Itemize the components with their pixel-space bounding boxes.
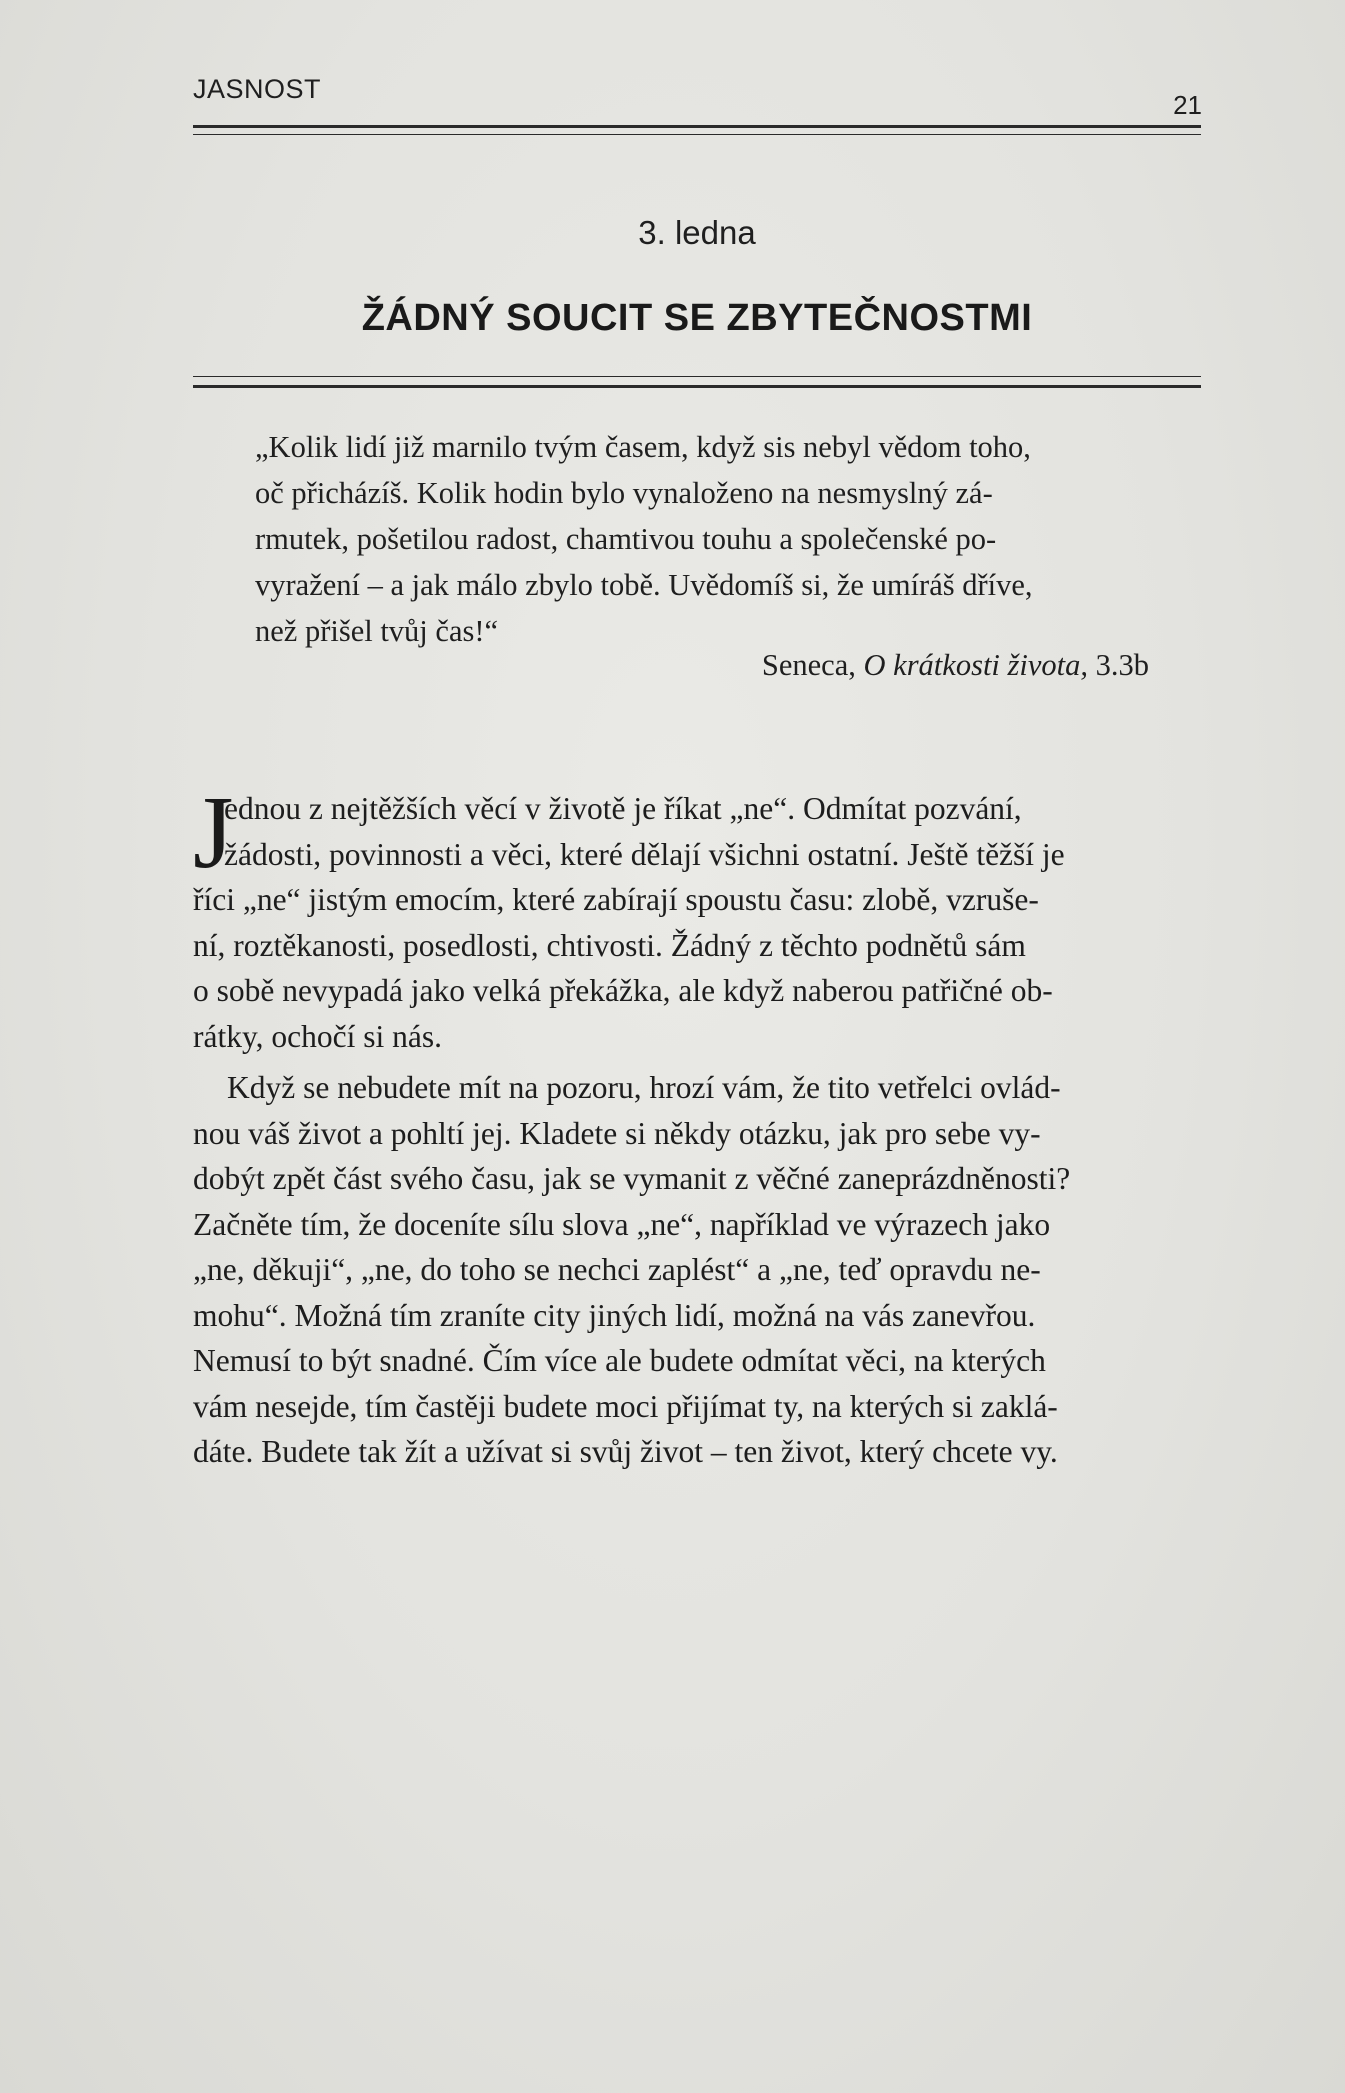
body-line: vám nesejde, tím častěji budete moci přijímat ty, na kterých si zaklá-	[193, 1388, 1058, 1424]
header-rule-thin	[193, 134, 1201, 135]
epigraph-line: „Kolik lidí již marnilo tvým časem, když sis nebyl vědom toho,	[255, 430, 1031, 464]
page-number: 21	[1173, 90, 1202, 120]
body-line: rátky, ochočí si nás.	[193, 1018, 443, 1054]
body-line: Nemusí to být snadné. Čím více ale budete odmítat věci, na kterých	[193, 1343, 1046, 1378]
entry-date: 3. ledna	[638, 214, 756, 251]
attribution-work: O krátkosti života,	[863, 648, 1088, 682]
body-line: Začněte tím, že doceníte sílu slova „ne“, například ve výrazech jako	[193, 1206, 1051, 1242]
body-line: ní, roztěkanosti, posedlosti, chtivosti. Žádný z těchto podnětů sám	[193, 927, 1026, 963]
title-rule-thin	[193, 376, 1201, 377]
body-text	[193, 775, 1201, 1475]
epigraph-line: rmutek, pošetilou radost, chamtivou touhu a společenské po-	[255, 522, 997, 556]
chapter-title: ŽÁDNÝ SOUCIT SE ZBYTEČNOSTMI	[361, 297, 1033, 339]
running-head: JASNOST	[193, 74, 322, 104]
body-line: o sobě nevypadá jako velká překážka, ale když naberou patřičné ob-	[193, 973, 1053, 1008]
epigraph-attribution	[193, 648, 1149, 683]
epigraph-line: vyražení – a jak málo zbylo tobě. Uvědomíš si, že umíráš dříve,	[255, 568, 1033, 602]
drop-cap: J	[193, 775, 234, 890]
epigraph-line: než přišel tvůj čas!“	[255, 614, 499, 648]
epigraph-quote	[255, 424, 1150, 654]
body-line: „ne, děkuji“, „ne, do toho se nechci zaplést“ a „ne, teď opravdu ne-	[193, 1252, 1041, 1287]
attribution-reference: 3.3b	[1088, 648, 1149, 682]
title-rule-thick	[193, 385, 1201, 388]
paragraph-1	[193, 775, 1201, 1059]
epigraph-line: oč přicházíš. Kolik hodin bylo vynaloženo na nesmyslný zá-	[255, 476, 993, 510]
attribution-author: Seneca,	[761, 648, 864, 682]
body-line: žádosti, povinnosti a věci, které dělají všichni ostatní. Ještě těžší je	[224, 836, 1065, 872]
body-line: nou váš život a pohltí jej. Kladete si někdy otázku, jak pro sebe vy-	[193, 1115, 1041, 1151]
body-line: dobýt zpět část svého času, jak se vymanit z věčné zaneprázdněnosti?	[193, 1161, 1071, 1196]
paragraph-2	[193, 1065, 1201, 1475]
body-line: dáte. Budete tak žít a užívat si svůj život – ten život, který chcete vy.	[193, 1434, 1058, 1469]
body-line: ednou z nejtěžších věcí v životě je říkat „ne“. Odmítat pozvání,	[224, 791, 1022, 826]
body-line: mohu“. Možná tím zraníte city jiných lidí, možná na vás zanevřou.	[193, 1297, 1036, 1333]
body-line: Když se nebudete mít na pozoru, hrozí vám, že tito vetřelci ovlád-	[227, 1070, 1061, 1105]
body-line: říci „ne“ jistým emocím, které zabírají spoustu času: zlobě, vzruše-	[193, 882, 1039, 917]
header-rule-thick	[193, 125, 1201, 128]
